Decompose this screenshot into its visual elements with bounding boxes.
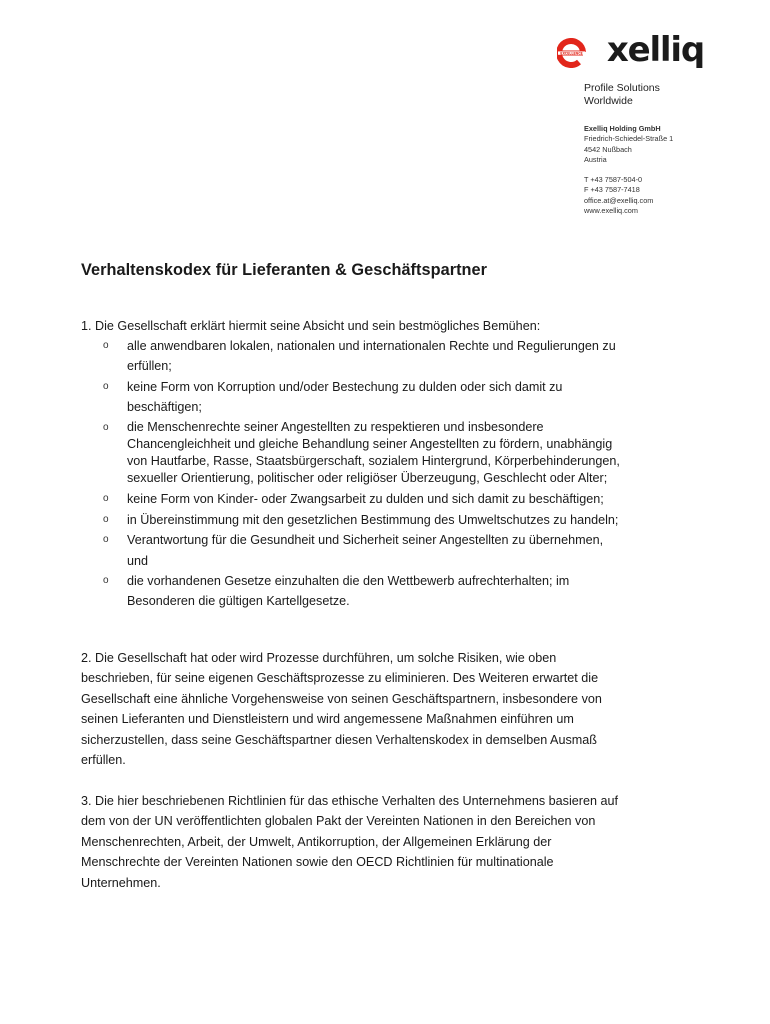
list-item-text: alle anwendbaren lokalen, nationalen und internationalen Rechte und Regulierungen zu erfüllen; xyxy=(127,339,616,374)
company-tagline: Profile Solutions Worldwide xyxy=(584,82,660,107)
company-address-block xyxy=(584,124,673,216)
bullet-marker: o xyxy=(103,534,109,546)
list-item xyxy=(81,336,701,377)
list-item-text: keine Form von Korruption und/oder Bestechung zu dulden oder sich damit zu beschäftigen; xyxy=(127,379,563,415)
list-item-text: keine Form von Kinder- oder Zwangsarbeit zu dulden und sich damit zu beschäftigen; xyxy=(127,492,604,507)
bullet-marker: o xyxy=(103,513,109,525)
list-item xyxy=(81,489,701,509)
company-email: office.at@exelliq.com xyxy=(584,195,654,205)
list-item-text: die vorhandenen Gesetze einzuhalten die den Wettbewerb aufrechterhalten; im Besonderen die gültigen Kartellgesetze. xyxy=(127,574,570,609)
company-country: Austria xyxy=(584,154,607,164)
logo-word-rest: xelliq xyxy=(606,30,704,70)
list-item-text: in Übereinstimmung mit den gesetzlichen Bestimmung des Umweltschutzes zu handeln; xyxy=(127,512,619,527)
company-phone: T +43 7587-504-0 xyxy=(584,175,643,185)
company-name: Exelliq Holding GmbH xyxy=(584,124,661,133)
section-3-paragraph: 3. Die hier beschriebenen Richtlinien für das ethische Verhalten des Unternehmens basieren auf dem von der UN veröffentlichten globalen Pakt der Vereinten Nationen in den Bereichen von Menschenrechten, Arbeit, der Umwelt, Antikorruption, der Allgemeinen Erklärung der Menschrechte der Vereinten Nationen sowie den OECD Richtlinien für multinationale Unternehmen. xyxy=(81,794,618,890)
list-item-text: Verantwortung für die Gesundheit und Sicherheit seiner Angestellten zu übernehmen, und xyxy=(127,533,604,568)
company-city: 4542 Nußbach xyxy=(584,144,632,154)
exelliq-logo-mark xyxy=(557,38,587,68)
list-item xyxy=(81,419,701,488)
document-title: Verhaltenskodex für Lieferanten & Geschäftspartner xyxy=(81,261,488,279)
list-item xyxy=(81,377,701,418)
bullet-marker: o xyxy=(103,380,109,392)
bullet-marker: o xyxy=(103,493,109,505)
logo-badge: EXCELLENCE xyxy=(560,51,583,56)
section-1-intro: 1. Die Gesellschaft erklärt hiermit seine Absicht und sein bestmögliches Bemühen: xyxy=(81,319,541,333)
company-website: www.exelliq.com xyxy=(584,206,638,216)
list-item xyxy=(81,510,701,530)
list-item-text: die Menschenrechte seiner Angestellten zu respektieren und insbesondere Chancengleichheit und gleiche Behandlung seiner Angestellten zu fördern, unabhängig von Hautfarbe, Rasse, Staatsbürgerschaft, sozialem Hintergrund, Körperbehinderungen, sexueller Orientierung, politischer oder religiöser Überzeugung, Geschlecht oder Alter; xyxy=(127,419,620,486)
exelliq-logo-text xyxy=(585,30,704,70)
commitments-list xyxy=(81,336,701,612)
bullet-marker: o xyxy=(103,421,109,433)
company-fax: F +43 7587-7418 xyxy=(584,185,640,195)
section-2-paragraph: 2. Die Gesellschaft hat oder wird Prozesse durchführen, um solche Risiken, wie oben beschrieben, für seine eigenen Geschäftsprozesse zu eliminieren. Des Weiteren erwartet die Gesellschaft eine ähnliche Vorgehensweise von seinen Geschäftspartnern, insbesondere von seinen Lieferanten und Dienstleistern und wird angemessene Maßnahmen einführen um sicherzustellen, dass seine Geschäftspartner diesen Verhaltenskodex in demselben Ausmaß erfüllen. xyxy=(81,651,602,768)
company-street: Friedrich-Schiedel-Straße 1 xyxy=(584,134,674,144)
bullet-marker: o xyxy=(103,340,109,351)
bullet-marker: o xyxy=(103,575,109,587)
list-item xyxy=(81,571,701,612)
list-item xyxy=(81,530,701,571)
